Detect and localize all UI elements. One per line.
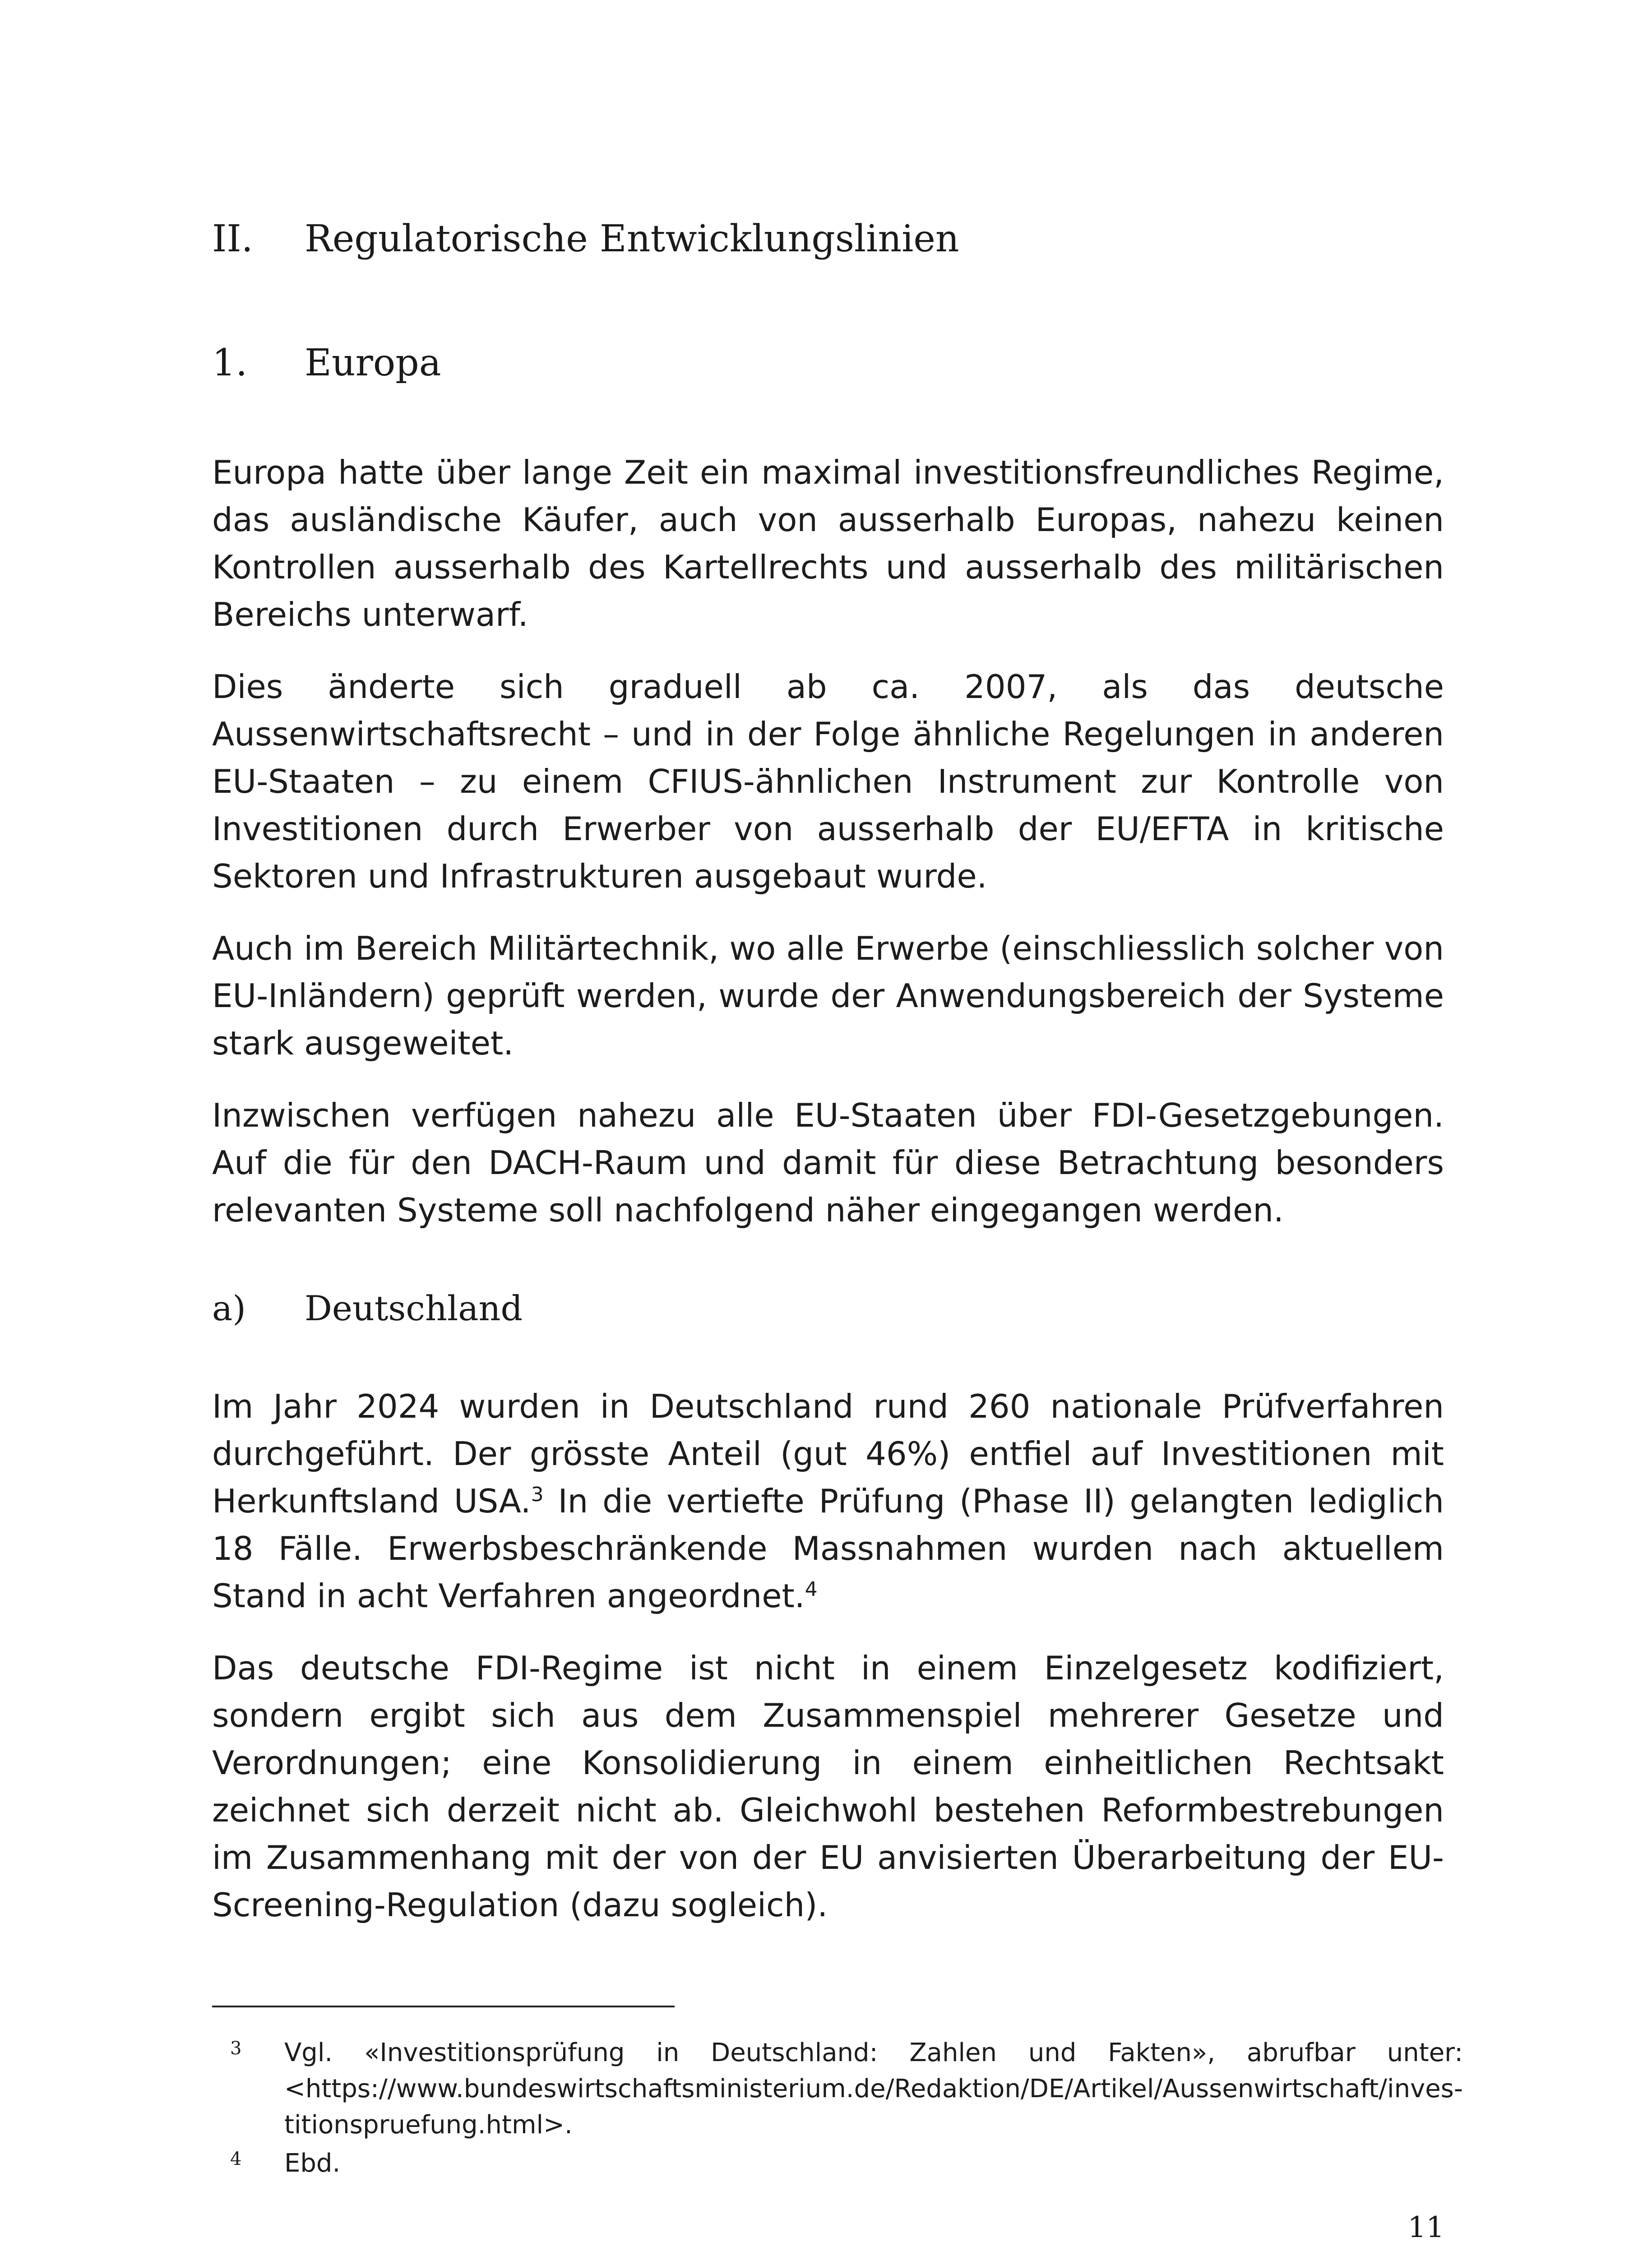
subsection-title: Europa (305, 342, 441, 384)
subsubsection-number: a) (212, 1288, 246, 1328)
footnote-number: 4 (230, 2149, 242, 2169)
footnote-separator (212, 2006, 675, 2007)
paragraph-germany-1-part1: Im Jahr 2024 wurden in Deutschland rund 260 nationale Prüfverfahren durchgeführt. Der grösste Anteil (gut 46%) entfiel auf Investitionen mit Herkunftsland USA. (212, 1387, 1444, 1520)
paragraph-europe-3: Auch im Bereich Militärtechnik, wo alle Erwerbe (einschliesslich solcher von EU-Inländern) geprüft werden, wurde der Anwendungsbereich der Systeme stark ausgeweitet. (212, 929, 1444, 1062)
footnote-text: Ebd. (284, 2149, 341, 2178)
section-heading (212, 212, 1444, 266)
footnote-ref-3[interactable]: 3 (531, 1483, 544, 1506)
main-content (212, 212, 1444, 1929)
footnote-ref-4[interactable]: 4 (805, 1578, 818, 1601)
paragraph-europe-4: Inzwischen verfügen nahezu alle EU-Staaten über FDI-Gesetzgebungen. Auf die für den DACH-Raum und damit für diese Betrachtung besonders relevanten Systeme soll nachfolgend näher eingegangen werden. (212, 1096, 1444, 1229)
footnote-text: Vgl. «Investitionsprüfung in Deutschland: Zahlen und Fakten», abrufbar unter: <https://www.bundeswirtschaftsministerium.de/Redaktion/DE/Artikel/Aussenwirtschaft/investitionspruefung.html>. (284, 2038, 1463, 2140)
paragraph-europe-2: Dies änderte sich graduell ab ca. 2007, als das deutsche Aussenwirtschaftsrecht – und in der Folge ähnliche Regelungen in anderen EU-Staaten – zu einem CFIUS-ähnlichen Instrument zur Kontrolle von Investitionen durch Erwerber von ausserhalb der EU/EFTA in kritische Sektoren und Infrastrukturen ausgebaut wurde. (212, 668, 1444, 895)
paragraph-germany-2: Das deutsche FDI-Regime ist nicht in einem Einzelgesetz kodifiziert, sondern ergibt sich aus dem Zusammenspiel mehrerer Gesetze und Verordnungen; eine Konsolidierung in einem einheitlichen Rechtsakt zeichnet sich derzeit nicht ab. Gleichwohl bestehen Reformbestrebungen im Zusammenhang mit der von der EU anvisierten Überarbeitung der EU-Screening-Regulation (dazu sogleich). (212, 1649, 1444, 1924)
section-title: Regulatorische Entwicklungslinien (305, 217, 959, 260)
subsection-heading (212, 336, 1444, 390)
footnote-number: 3 (230, 2038, 242, 2059)
section-number: II. (212, 217, 253, 260)
paragraph-europe-1: Europa hatte über lange Zeit ein maximal investitionsfreundliches Regime, das ausländische Käufer, auch von ausserhalb Europas, nahezu keinen Kontrollen ausserhalb des Kartellrechts und ausserhalb des militärischen Bereichs unterwarf. (212, 453, 1444, 633)
subsubsection-title: Deutschland (305, 1288, 523, 1328)
page-number: 11 (1407, 2211, 1444, 2244)
footnote-3 (212, 2035, 1463, 2143)
footnotes (212, 2035, 1463, 2184)
paragraph-germany-1-part2: In die vertiefte Prüfung (Phase II) gelangten lediglich 18 Fälle. Erwerbsbeschränkende Massnahmen wurden nach aktuellem Stand in acht Verfahren angeordnet. (212, 1482, 1444, 1615)
subsubsection-heading (212, 1284, 1444, 1333)
footnote-4 (212, 2145, 1444, 2182)
paragraph-germany-1 (212, 1383, 1444, 1620)
subsection-number: 1. (212, 342, 248, 384)
